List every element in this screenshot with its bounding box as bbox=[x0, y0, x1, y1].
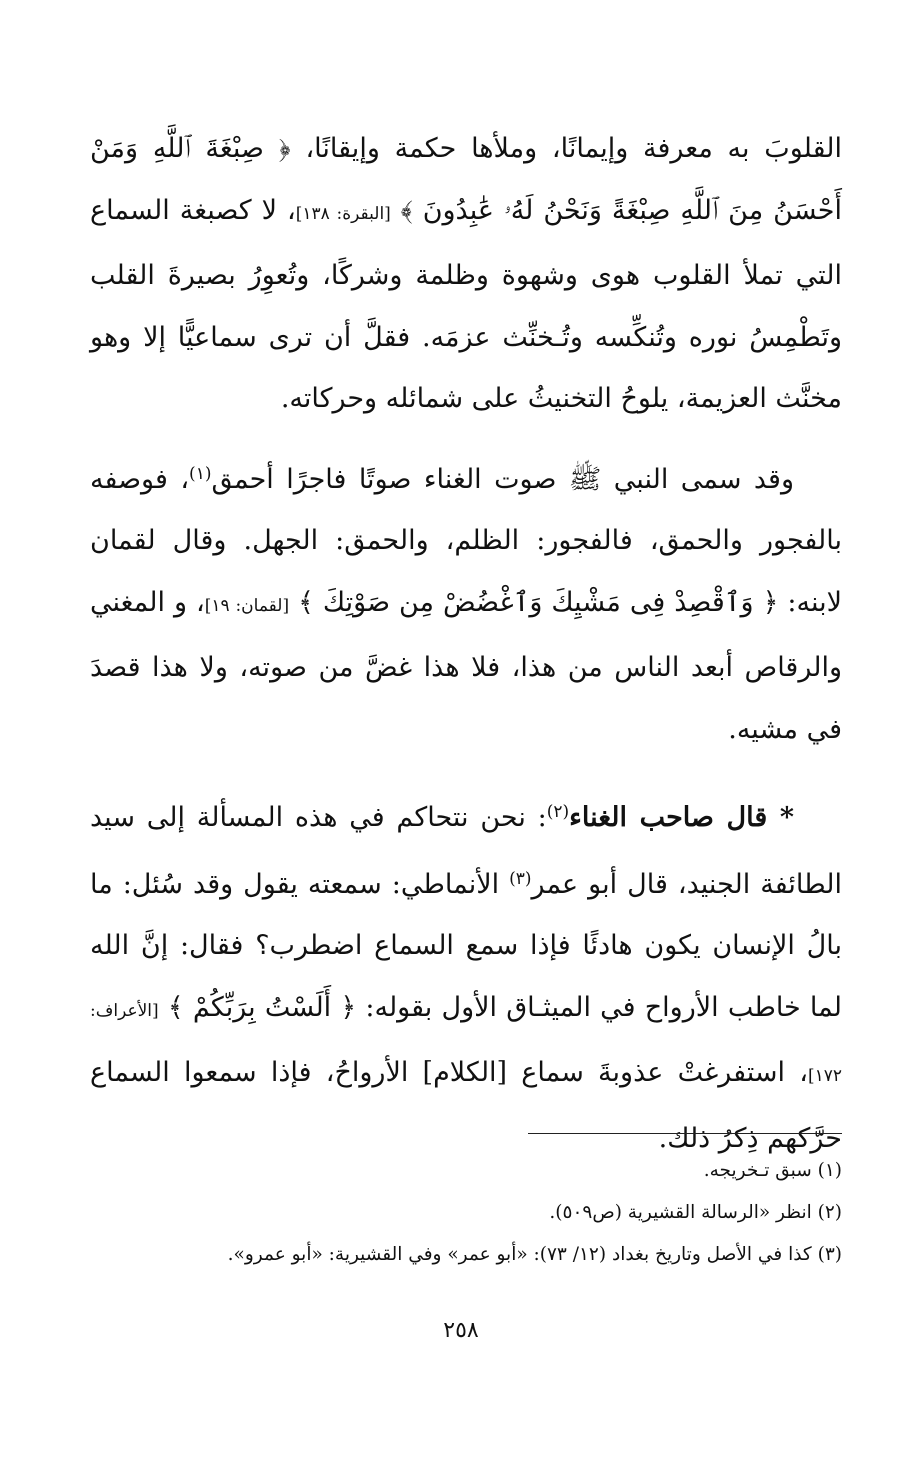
text-run: ، استفرغتْ عذوبةَ سماع [الكلام] الأرواحُ، فإذا سمعوا السماع حرَّكهم ذِكرُ ذلك. bbox=[90, 1057, 842, 1154]
verse-reference: [البقرة: ١٣٨] bbox=[295, 203, 391, 224]
verse-reference: [الأعراف: ١٧٢] bbox=[90, 1000, 842, 1086]
footnote-marker: (١) bbox=[189, 463, 212, 484]
paragraph-3 bbox=[90, 782, 842, 1169]
footnote-marker: (٣) bbox=[509, 868, 532, 889]
text-run: القلوبَ به معرفة وإيمانًا، وملأها حكمة وإيقانًا، bbox=[290, 133, 842, 164]
text-run: ، و المغني والرقاص أبعد الناس من هذا، فلا هذا غضَّ من صوته، ولا هذا قصدَ في مشيه. bbox=[90, 586, 842, 745]
footnote-1: (١) سبق تـخريجه. bbox=[703, 1160, 842, 1181]
text-run: ، فوصفه بالفجور والحمق، فالفجور: الظلم، والحمق: الجهل. وقال لقمان لابنه: bbox=[90, 463, 843, 618]
text-run: ، لا كصبغة السماع التي تملأ القلوب هوى وشهوة وظلمة وشركًا، وتُعوِرُ بصيرةَ القلب وتَطْمِسُ نوره وتُنكِّسه وتُـخنِّث عزمَه. فقلَّ أن ترى سماعيًّا إلا وهو مخنَّث العزيمة، يلوحُ التخنيثُ على شمائله وحركاته. bbox=[90, 194, 842, 414]
quran-verse: ﴿ وَٱقْصِدْ فِى مَشْيِكَ وَٱغْضُضْ مِن صَوْتِكَ ﴾ bbox=[298, 586, 779, 618]
quran-verse: ﴿ أَلَسْتُ بِرَبِّكُمْ ﴾ bbox=[167, 991, 357, 1023]
paragraph-2 bbox=[90, 444, 842, 761]
text-run: الأنماطي: سمعته يقول وقد سُئل: ما بالُ الإنسان يكون هادئًا فإذا سمع السماع اضطرب؟ فقال: إنَّ الله لما خاطب الأرواح في الميثـاق الأول بقوله: bbox=[90, 868, 842, 1023]
paragraph-1 bbox=[90, 118, 842, 430]
footnotes bbox=[80, 1150, 842, 1276]
text-run: وقد سمى النبي ﷺ صوت الغناء صوتًا فاجرًا أحمق bbox=[211, 463, 794, 495]
lead-phrase: قال صاحب الغناء bbox=[569, 802, 768, 833]
footnote-marker: (٢) bbox=[546, 802, 570, 822]
footnote-separator bbox=[528, 1133, 842, 1134]
footnote-2: (٢) انظر «الرسالة القشيرية (ص٥٠٩). bbox=[549, 1202, 842, 1223]
text-run: : نحن نتحاكم في هذه المسألة إلى سيد الطائفة الجنيد، قال أبو عمر bbox=[90, 802, 842, 900]
page-number: ٢٥٨ bbox=[443, 1318, 479, 1343]
quran-verse: ﴿ صِبْغَةَ ٱللَّهِ وَمَنْ أَحْسَنُ مِنَ ٱللَّهِ صِبْغَةً وَنَحْنُ لَهُۥ عَٰبِدُونَ ﴾ bbox=[90, 133, 842, 226]
verse-reference: [لقمان: ١٩] bbox=[204, 595, 290, 616]
section-star: * bbox=[767, 802, 795, 833]
footnote-3: (٣) كذا في الأصل وتاريخ بغداد (١٢/ ٧٣): «أبو عمر» وفي القشيرية: «أبو عمرو». bbox=[227, 1244, 842, 1265]
main-text bbox=[90, 118, 842, 1169]
